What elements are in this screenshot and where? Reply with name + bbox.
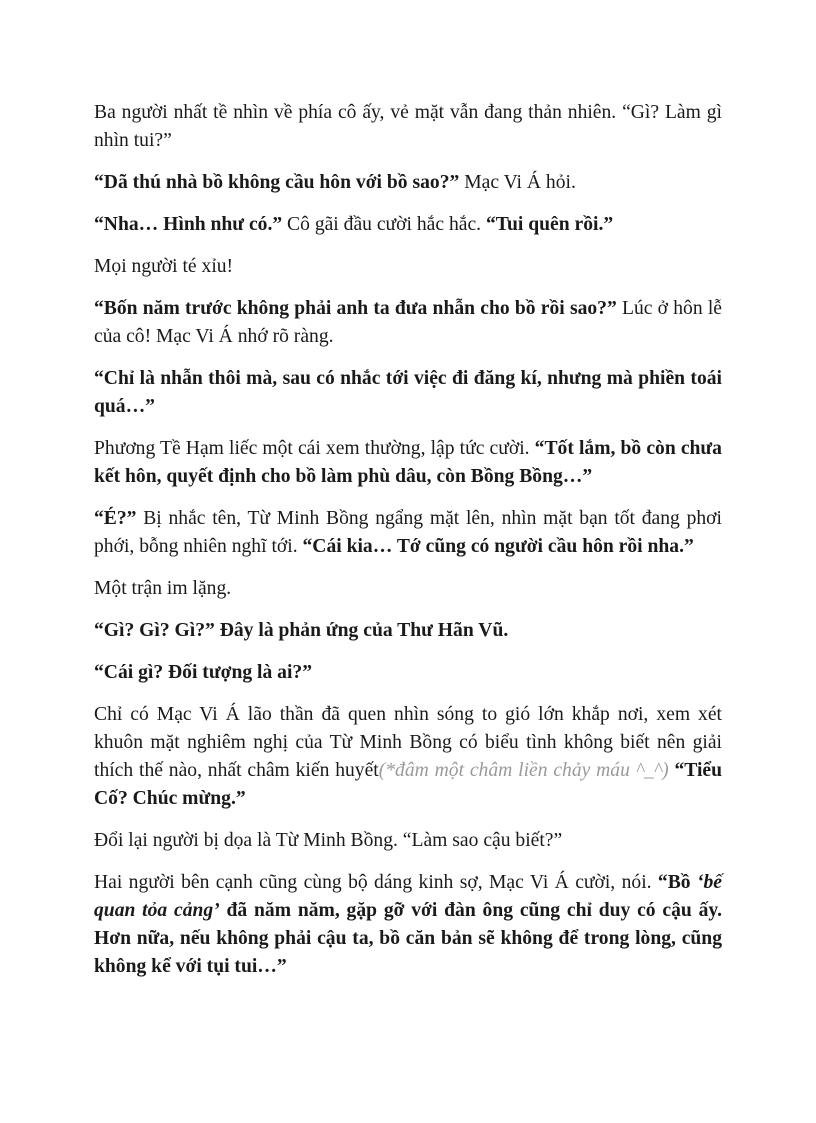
paragraph — [94, 505, 722, 561]
text-run: Một trận im lặng. — [94, 578, 232, 599]
text-run: “Nha… Hình như có.” — [94, 214, 283, 235]
paragraph — [94, 659, 722, 687]
text-run: Mạc Vi Á hỏi. — [459, 172, 576, 193]
text-run: “Cái kia… Tớ cũng có người cầu hôn rồi nha.” — [302, 536, 694, 557]
text-run: “Tui quên rồi.” — [485, 214, 614, 235]
text-run: “Tiểu Cố? Chúc mừng.” — [94, 760, 722, 809]
text-run: ‘bế quan tỏa cảng’ — [94, 872, 723, 921]
text-run: “Bồ — [657, 872, 697, 893]
text-run: “É?” — [94, 508, 137, 529]
paragraph — [94, 869, 722, 981]
paragraph — [94, 365, 722, 421]
paragraph — [94, 435, 722, 491]
translator-note: (*đâm một châm liền chảy máu ^_^) — [378, 760, 669, 781]
paragraph — [94, 295, 722, 351]
text-run: “Chỉ là nhẫn thôi mà, sau có nhắc tới việc đi đăng kí, nhưng mà phiền toái quá…” — [94, 368, 722, 417]
paragraph — [94, 701, 722, 813]
paragraph — [94, 827, 722, 855]
text-run: Đổi lại người bị dọa là Từ Minh Bồng. “Làm sao cậu biết?” — [94, 830, 563, 851]
paragraph — [94, 253, 722, 281]
text-run: “Bốn năm trước không phải anh ta đưa nhẫn cho bồ rồi sao?” — [94, 298, 617, 319]
paragraph — [94, 617, 722, 645]
text-run: đã năm năm, gặp gỡ với đàn ông cũng chỉ duy có cậu ấy. Hơn nữa, nếu không phải cậu ta, bồ căn bản sẽ không để trong lòng, cũng không kể với tụi tui…” — [94, 900, 722, 977]
text-run: Cô gãi đầu cười hắc hắc. — [282, 214, 486, 235]
paragraph — [94, 99, 722, 155]
text-run: Lúc ở hôn lễ của cô! Mạc Vi Á nhớ rõ ràng. — [94, 298, 723, 347]
paragraph — [94, 575, 722, 603]
text-run: “Cái gì? Đối tượng là ai?” — [94, 662, 313, 683]
paragraph — [94, 169, 722, 197]
text-run: Mọi người té xỉu! — [94, 256, 234, 277]
text-run: “Dã thú nhà bồ không cầu hôn với bồ sao?” — [94, 172, 460, 193]
text-run: Bị nhắc tên, Từ Minh Bồng ngẩng mặt lên, nhìn mặt bạn tốt đang phơi phới, bỗng nhiên nghĩ tới. — [94, 508, 722, 557]
text-run: Phương Tề Hạm liếc một cái xem thường, lập tức cười. — [94, 438, 535, 459]
text-run: “Tốt lắm, bồ còn chưa kết hôn, quyết định cho bồ làm phù dâu, còn Bồng Bồng…” — [94, 438, 722, 487]
document-body — [94, 99, 722, 995]
text-run: Ba người nhất tề nhìn về phía cô ấy, vẻ mặt vẫn đang thản nhiên. “Gì? Làm gì nhìn tui?” — [94, 102, 722, 151]
paragraph — [94, 211, 722, 239]
text-run: Hai người bên cạnh cũng cùng bộ dáng kinh sợ, Mạc Vi Á cười, nói. — [94, 872, 658, 893]
text-run: “Gì? Gì? Gì?” Đây là phản ứng của Thư Hãn Vũ. — [94, 620, 509, 641]
text-run: Chỉ có Mạc Vi Á lão thần đã quen nhìn sóng to gió lớn khắp nơi, xem xét khuôn mặt nghiêm nghị của Từ Minh Bồng có biểu tình không biết nên giải thích thế nào, nhất châm kiến huyết — [94, 704, 722, 781]
